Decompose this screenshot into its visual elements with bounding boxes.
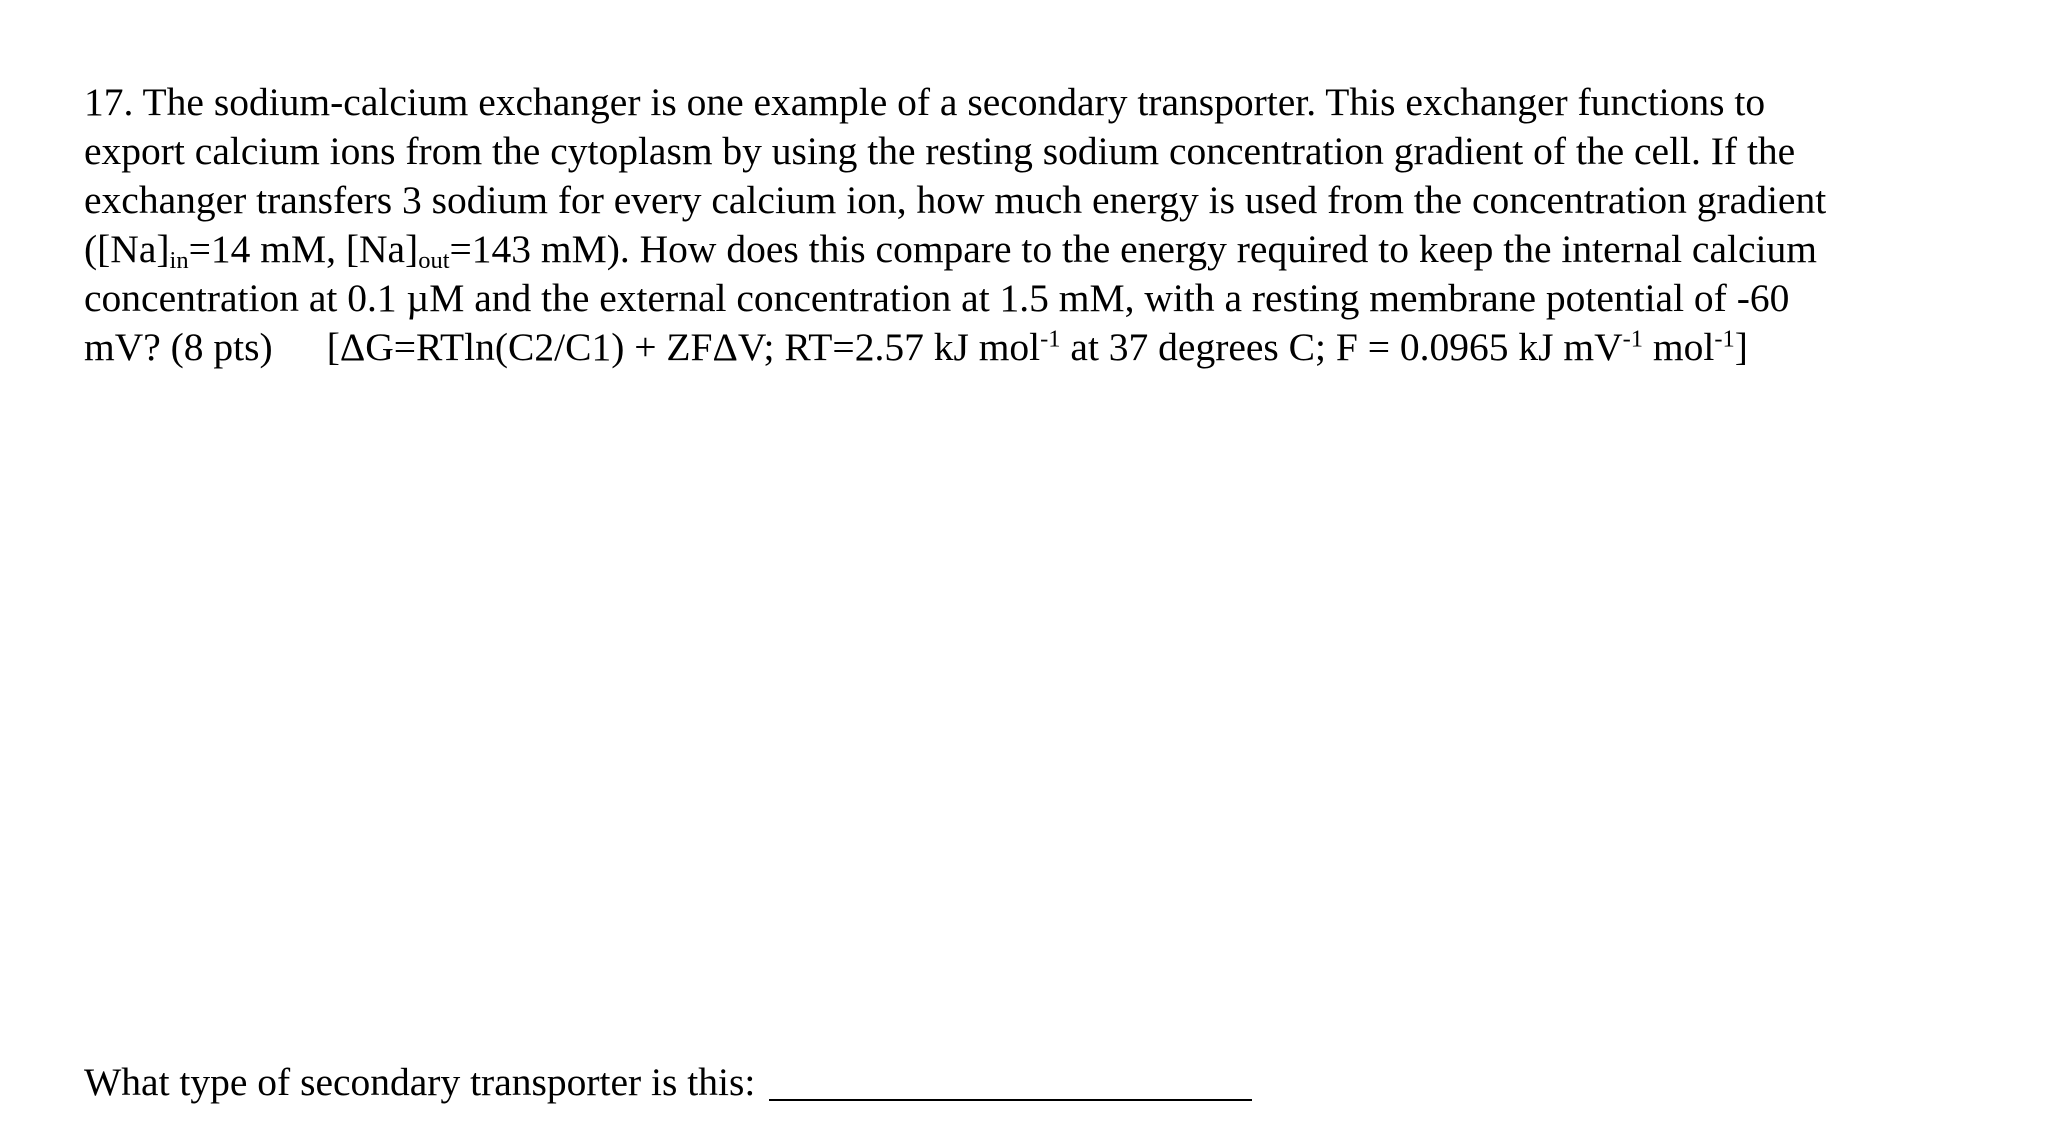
formula-sup-3: -1 [1714,325,1735,353]
na-in-label: ([Na] [84,227,170,271]
question-line-4 [84,225,2014,274]
formula-part-3: mol [1643,325,1715,369]
question-line-4-rest: =143 mM). How does this compare to the energy required to keep the internal calcium [449,227,1817,271]
answer-blank[interactable] [769,1061,1252,1101]
formula-part-1: [ΔG=RTln(C2/C1) + ZFΔV; RT=2.57 kJ mol [326,325,1041,369]
na-out-subscript: out [418,247,450,275]
points-label: mV? (8 pts) [84,325,273,369]
question-line-1: 17. The sodium-calcium exchanger is one example of a secondary transporter. This exchanger functions to [84,80,1766,124]
question-line-2: export calcium ions from the cytoplasm by using the resting sodium concentration gradient of the cell. If the [84,129,1796,173]
formula-close-bracket: ] [1734,325,1748,369]
na-in-subscript: in [169,247,189,275]
question-line-6 [84,323,2014,372]
question-line-3: exchanger transfers 3 sodium for every calcium ion, how much energy is used from the concentration gradient [84,178,1827,222]
answer-prompt: What type of secondary transporter is this: [84,1060,756,1104]
na-out-label: =14 mM, [Na] [188,227,419,271]
question-17 [84,78,2014,372]
question-line-5: concentration at 0.1 µM and the external concentration at 1.5 mM, with a resting membrane potential of -60 [84,276,1790,320]
formula-sup-1: -1 [1040,325,1061,353]
answer-row [84,1058,1252,1107]
formula-sup-2: -1 [1622,325,1644,353]
formula-part-2: at 37 degrees C; F = 0.0965 kJ mV [1060,325,1623,369]
